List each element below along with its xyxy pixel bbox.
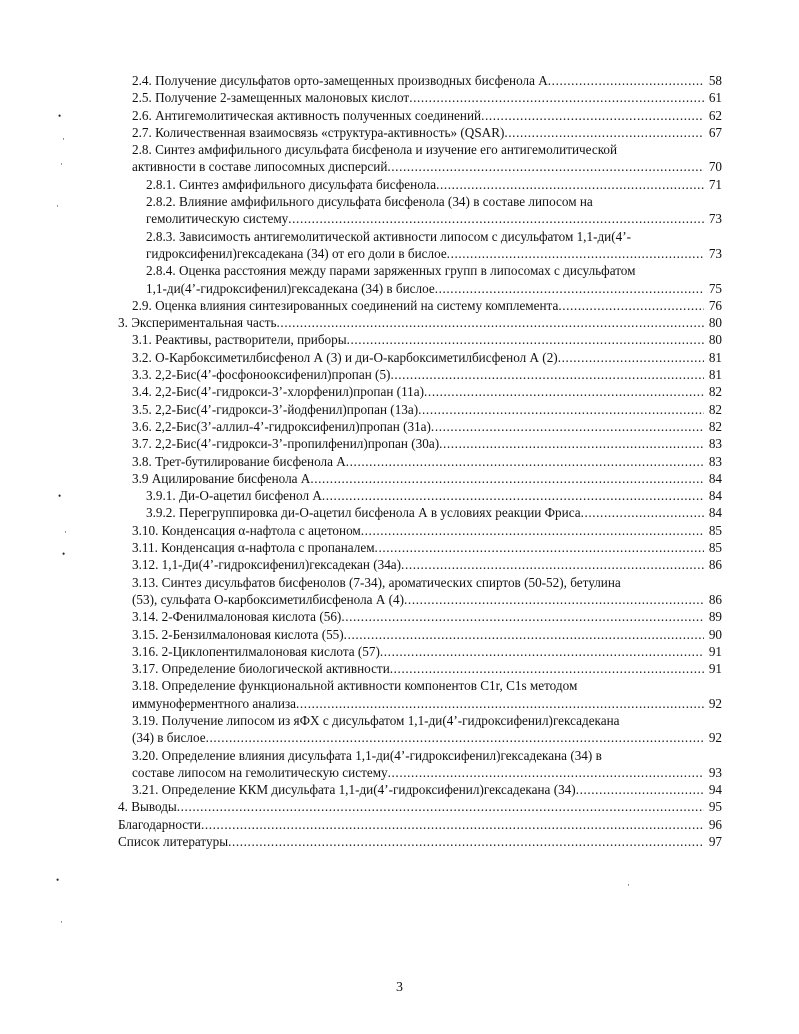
dot-leader bbox=[361, 522, 704, 539]
toc-entry bbox=[118, 228, 722, 263]
toc-entry-title: 2.5. Получение 2-замещенных малоновых кислот bbox=[132, 90, 410, 106]
scan-speck: · bbox=[56, 201, 59, 211]
dot-leader bbox=[548, 72, 704, 89]
toc-entry-title: 3.3. 2,2-Бис(4’-фосфонооксифенил)пропан (5) bbox=[132, 367, 391, 383]
dot-leader bbox=[409, 89, 704, 106]
toc-entry-title: 3. Экспериментальная часть bbox=[118, 315, 277, 331]
toc-entry-page: 85 bbox=[708, 540, 722, 556]
toc-entry-page: 67 bbox=[708, 124, 722, 140]
toc-entry bbox=[118, 660, 722, 677]
toc-entry-title: (53), сульфата О-карбоксиметилбисфенола А (4) bbox=[132, 591, 405, 607]
scan-speck: · bbox=[627, 880, 630, 890]
toc-entry-title: Список литературы bbox=[118, 834, 229, 850]
toc-entry-title: 3.8. Трет-бутилирование бисфенола А bbox=[132, 453, 346, 469]
scan-speck: • bbox=[58, 111, 62, 121]
scan-speck: · bbox=[64, 527, 67, 537]
toc-entry-page: 90 bbox=[708, 626, 722, 642]
toc-entry bbox=[118, 677, 722, 712]
toc-entry-title: гемолитическую систему bbox=[146, 211, 289, 227]
toc-entry bbox=[118, 262, 722, 297]
dot-leader bbox=[322, 487, 704, 504]
toc-entry bbox=[118, 522, 722, 539]
toc-entry-page: 73 bbox=[708, 245, 722, 261]
dot-leader bbox=[504, 124, 704, 141]
toc-entry bbox=[118, 470, 722, 487]
toc-entry bbox=[118, 383, 722, 400]
toc-entry bbox=[118, 107, 722, 124]
toc-entry-title-line: 2.8.4. Оценка расстояния между парами заряженных групп в липосомах с дисульфатом bbox=[146, 263, 636, 279]
scan-speck: · bbox=[62, 134, 65, 144]
page-number: 3 bbox=[396, 980, 403, 995]
toc-entry-title: 3.9.2. Перегруппировка ди-О-ацетил бисфенола А в условиях реакции Фриса bbox=[146, 505, 581, 521]
toc-entry-page: 75 bbox=[708, 280, 722, 296]
toc-entry bbox=[118, 626, 722, 643]
toc-entry-title-line: 3.20. Определение влияния дисульфата 1,1-ди(4’-гидроксифенил)гексадекана (34) в bbox=[132, 747, 602, 763]
toc-entry bbox=[118, 193, 722, 228]
toc-entry-title: составе липосом на гемолитическую систему bbox=[132, 764, 388, 780]
toc-entry bbox=[118, 366, 722, 383]
toc-entry-title-line: 3.13. Синтез дисульфатов бисфенолов (7-34), ароматических спиртов (50-52), бетулина bbox=[132, 574, 621, 590]
toc-entry bbox=[118, 539, 722, 556]
toc-entry-page: 85 bbox=[708, 522, 722, 538]
toc-entry bbox=[118, 331, 722, 348]
toc-entry-title: 2.8.1. Синтез амфифильного дисульфата бисфенола bbox=[146, 176, 437, 192]
toc-entry-page: 84 bbox=[708, 505, 722, 521]
dot-leader bbox=[346, 453, 704, 470]
toc-entry-page: 80 bbox=[708, 332, 722, 348]
toc-entry bbox=[118, 833, 722, 850]
toc-entry-title: 4. Выводы bbox=[118, 799, 177, 815]
dot-leader bbox=[447, 245, 704, 262]
dot-leader bbox=[288, 210, 704, 227]
toc-entry bbox=[118, 747, 722, 782]
toc-entry-page: 58 bbox=[708, 73, 722, 88]
toc-entry-title: 3.11. Конденсация α-нафтола с пропаналем bbox=[132, 540, 375, 556]
toc-entry-page: 82 bbox=[708, 384, 722, 400]
dot-leader bbox=[481, 107, 704, 124]
toc-entry bbox=[118, 435, 722, 452]
dot-leader bbox=[380, 643, 704, 660]
dot-leader bbox=[576, 781, 704, 798]
table-of-contents bbox=[118, 72, 722, 850]
dot-leader bbox=[558, 349, 704, 366]
toc-entry-page: 80 bbox=[708, 315, 722, 331]
dot-leader bbox=[390, 660, 704, 677]
toc-entry-page: 96 bbox=[708, 816, 722, 832]
toc-entry bbox=[118, 574, 722, 609]
toc-entry-title: 2.9. Оценка влияния синтезированных соединений на систему комплемента bbox=[132, 297, 559, 313]
toc-entry-title: 3.6. 2,2-Бис(3’-аллил-4’-гидроксифенил)пропан (31а) bbox=[132, 418, 431, 434]
toc-entry-title: 2.6. Антигемолитическая активность полученных соединений bbox=[132, 107, 482, 123]
toc-entry-page: 70 bbox=[708, 159, 722, 175]
dot-leader bbox=[388, 764, 704, 781]
toc-entry bbox=[118, 349, 722, 366]
dot-leader bbox=[296, 695, 704, 712]
toc-entry bbox=[118, 72, 722, 89]
toc-entry-title: 3.9.1. Ди-О-ацетил бисфенол А bbox=[146, 488, 322, 504]
toc-entry-page: 62 bbox=[708, 107, 722, 123]
scan-speck: · bbox=[60, 159, 63, 169]
toc-entry-title: 2.4. Получение дисульфатов орто-замещенных производных бисфенола А bbox=[132, 73, 548, 88]
toc-entry bbox=[118, 453, 722, 470]
toc-entry-title: 3.12. 1,1-Ди(4’-гидроксифенил)гексадекан (34а) bbox=[132, 557, 402, 573]
toc-entry-title: (34) в бислое bbox=[132, 730, 206, 746]
dot-leader bbox=[401, 556, 704, 573]
toc-entry-page: 93 bbox=[708, 764, 722, 780]
scan-speck: · bbox=[60, 917, 63, 927]
toc-entry-page: 61 bbox=[708, 90, 722, 106]
toc-entry-page: 91 bbox=[708, 643, 722, 659]
toc-entry-page: 81 bbox=[708, 367, 722, 383]
toc-entry bbox=[118, 401, 722, 418]
toc-entry-page: 91 bbox=[708, 661, 722, 677]
toc-entry-page: 92 bbox=[708, 730, 722, 746]
toc-entry-title: гидроксифенил)гексадекана (34) от его доли в бислое bbox=[146, 245, 447, 261]
toc-entry-page: 92 bbox=[708, 695, 722, 711]
toc-entry-title: 2.7. Количественная взаимосвязь «структура-активность» (QSAR) bbox=[132, 124, 505, 140]
dot-leader bbox=[558, 297, 704, 314]
toc-entry-title-line: 2.8. Синтез амфифильного дисульфата бисфенола и изучение его антигемолитической bbox=[132, 142, 618, 158]
dot-leader bbox=[277, 314, 704, 331]
toc-entry-page: 95 bbox=[708, 799, 722, 815]
dot-leader bbox=[206, 729, 704, 746]
toc-entry-title: Благодарности bbox=[118, 816, 201, 832]
toc-entry-title: 3.1. Реактивы, растворители, приборы bbox=[132, 332, 347, 348]
dot-leader bbox=[341, 608, 704, 625]
toc-entry-title: иммуноферментного анализа bbox=[132, 695, 297, 711]
toc-entry bbox=[118, 556, 722, 573]
toc-entry-page: 82 bbox=[708, 401, 722, 417]
toc-entry-page: 81 bbox=[708, 349, 722, 365]
toc-entry bbox=[118, 798, 722, 815]
toc-entry-page: 86 bbox=[708, 557, 722, 573]
toc-entry-title: 3.14. 2-Фенилмалоновая кислота (56) bbox=[132, 609, 342, 625]
scan-speck: • bbox=[58, 491, 62, 501]
dot-leader bbox=[344, 626, 704, 643]
toc-entry bbox=[118, 297, 722, 314]
toc-entry bbox=[118, 487, 722, 504]
toc-entry-page: 71 bbox=[708, 176, 722, 192]
dot-leader bbox=[424, 383, 704, 400]
toc-entry bbox=[118, 314, 722, 331]
toc-entry-title: 3.10. Конденсация α-нафтола с ацетоном bbox=[132, 522, 361, 538]
dot-leader bbox=[431, 418, 704, 435]
toc-entry-page: 84 bbox=[708, 470, 722, 486]
toc-entry-title: 3.16. 2-Циклопентилмалоновая кислота (57) bbox=[132, 643, 380, 659]
toc-entry bbox=[118, 781, 722, 798]
scan-speck: • bbox=[56, 875, 60, 885]
dot-leader bbox=[404, 591, 704, 608]
toc-entry-title: 3.15. 2-Бензилмалоновая кислота (55) bbox=[132, 626, 344, 642]
toc-entry bbox=[118, 89, 722, 106]
toc-entry-title-line: 3.18. Определение функциональной активности компонентов C1r, C1s методом bbox=[132, 678, 578, 694]
toc-entry bbox=[118, 504, 722, 521]
toc-entry-title-line: 3.19. Получение липосом из яФХ с дисульфатом 1,1-ди(4’-гидроксифенил)гексадекана bbox=[132, 712, 620, 728]
dot-leader bbox=[310, 470, 704, 487]
toc-entry bbox=[118, 176, 722, 193]
toc-entry bbox=[118, 141, 722, 176]
toc-entry-title: 3.21. Определение ККМ дисульфата 1,1-ди(4’-гидроксифенил)гексадекана (34) bbox=[132, 782, 576, 798]
dot-leader bbox=[347, 331, 704, 348]
dot-leader bbox=[390, 366, 704, 383]
toc-entry-title: 3.2. О-Карбоксиметилбисфенол А (3) и ди-О-карбоксиметилбисфенол А (2) bbox=[132, 349, 558, 365]
toc-entry-page: 94 bbox=[708, 782, 722, 798]
dot-leader bbox=[436, 176, 704, 193]
toc-entry-title: 3.4. 2,2-Бис(4’-гидрокси-3’-хлорфенил)пропан (11а) bbox=[132, 384, 425, 400]
toc-entry-title-line: 2.8.3. Зависимость антигемолитической активности липосом с дисульфатом 1,1-ди(4’- bbox=[146, 228, 631, 244]
toc-entry-title: 3.7. 2,2-Бис(4’-гидрокси-3’-пропилфенил)пропан (30а) bbox=[132, 436, 440, 452]
dot-leader bbox=[228, 833, 704, 850]
toc-entry-page: 83 bbox=[708, 436, 722, 452]
toc-entry-page: 97 bbox=[708, 834, 722, 850]
toc-entry-page: 82 bbox=[708, 418, 722, 434]
dot-leader bbox=[201, 816, 704, 833]
dot-leader bbox=[177, 798, 704, 815]
toc-entry-title-line: 2.8.2. Влияние амфифильного дисульфата бисфенола (34) в составе липосом на bbox=[146, 194, 593, 210]
toc-entry-page: 89 bbox=[708, 609, 722, 625]
toc-entry bbox=[118, 418, 722, 435]
toc-entry bbox=[118, 124, 722, 141]
scan-speck: • bbox=[62, 549, 66, 559]
dot-leader bbox=[435, 280, 704, 297]
toc-entry-title: 3.17. Определение биологической активности bbox=[132, 661, 390, 677]
dot-leader bbox=[387, 158, 704, 175]
toc-entry-page: 86 bbox=[708, 591, 722, 607]
toc-entry-title: 3.5. 2,2-Бис(4’-гидрокси-3’-йодфенил)пропан (13а) bbox=[132, 401, 419, 417]
dot-leader bbox=[418, 401, 704, 418]
dot-leader bbox=[581, 504, 704, 521]
toc-entry-page: 73 bbox=[708, 211, 722, 227]
toc-entry-page: 76 bbox=[708, 297, 722, 313]
toc-entry bbox=[118, 712, 722, 747]
toc-entry-title: 3.9 Ацилирование бисфенола А bbox=[132, 470, 311, 486]
toc-entry-page: 83 bbox=[708, 453, 722, 469]
toc-entry-title: активности в составе липосомных дисперсий bbox=[132, 159, 388, 175]
toc-entry bbox=[118, 643, 722, 660]
dot-leader bbox=[375, 539, 704, 556]
toc-entry-page: 84 bbox=[708, 488, 722, 504]
toc-entry bbox=[118, 608, 722, 625]
dot-leader bbox=[439, 435, 704, 452]
toc-entry bbox=[118, 816, 722, 833]
toc-entry-title: 1,1-ди(4’-гидроксифенил)гексадекана (34) в бислое bbox=[146, 280, 435, 296]
